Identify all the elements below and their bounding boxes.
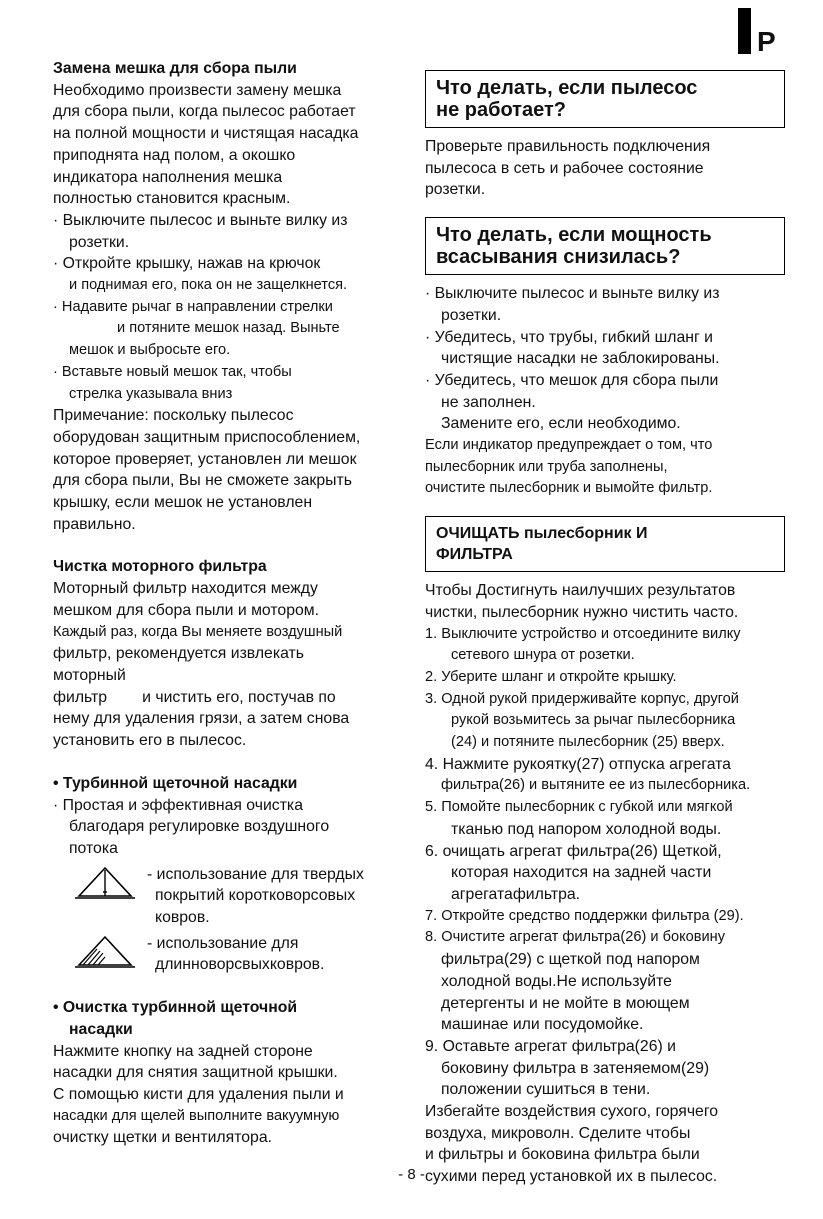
heading-line: ФИЛЬТРА: [436, 546, 513, 564]
text-line: - использование для: [147, 934, 299, 952]
text-line: очистите пылесборник и вымойте фильтр.: [425, 480, 713, 497]
step-line: 8. Очистите агрегат фильтра(26) и боковину: [425, 929, 726, 946]
text-line: С помощью кисти для удаления пыли и: [53, 1085, 344, 1103]
text-line: для сбора пыли, когда пылесос работает: [53, 103, 356, 121]
step-line: боковину фильтра в затеняемом(29): [441, 1059, 710, 1077]
text-line: для сбора пыли, Вы не сможете закрыть: [53, 472, 352, 490]
text-line: мешком для сбора пыли и мотором.: [53, 601, 320, 619]
bullet-line: и поднимая его, пока он не защелкнется.: [69, 277, 348, 294]
text-line: Необходимо произвести замену мешка: [53, 81, 342, 99]
step-line: тканью под напором холодной воды.: [451, 820, 722, 838]
text-line: потока: [69, 839, 118, 857]
text-line: воздуха, микроволн. Сделите чтобы: [425, 1124, 691, 1142]
turbo-clean-title: насадки: [69, 1020, 133, 1038]
text-line: пылесборник или труба заполнены,: [425, 458, 668, 475]
bullet-line: · Откройте крышку, нажав на крючок: [53, 255, 321, 273]
bullet-line: чистящие насадки не заблокированы.: [441, 350, 720, 368]
not-working-body: [425, 136, 795, 201]
text-line: моторный: [53, 666, 126, 684]
text-line: Избегайте воздействия сухого, горячего: [425, 1103, 719, 1121]
text-line: длинноворсвыхковров.: [155, 956, 325, 974]
step-line: холодной воды.Не используйте: [441, 972, 672, 990]
text-line: приподнята над полом, а окошко: [53, 146, 296, 164]
step-line: фильтра(29) с щеткой под напором: [441, 951, 700, 969]
spacer: [425, 201, 795, 213]
text-line: Проверьте правильность подключения: [425, 138, 711, 155]
bag-note: [53, 405, 403, 535]
spacer: [53, 976, 403, 997]
heading-line: ОЧИЩАТЬ пылесборник И: [436, 525, 648, 543]
not-working-heading: [425, 70, 785, 128]
text-line: розетки.: [425, 181, 486, 199]
bullet-line: · Убедитесь, что мешок для сбора пыли: [425, 371, 719, 389]
bullet-line: · Убедитесь, что трубы, гибкий шланг и: [425, 328, 713, 346]
turbo-title: • Турбинной щеточной насадки: [53, 774, 298, 792]
text-line: оборудован защитным приспособлением,: [53, 428, 361, 446]
turbo-body: [53, 795, 403, 860]
step-line: рукой возьмитесь за рычаг пылесборника: [451, 712, 736, 729]
spacer: [53, 752, 403, 773]
text-line: · Простая и эффективная очистка: [53, 796, 303, 814]
bag-bullets: [53, 210, 403, 405]
bullet-line: и потяните мешок назад. Выньте: [117, 320, 340, 337]
text-line: нему для удаления грязи, а затем снова: [53, 710, 350, 728]
text-line: крышку, если мешок не установлен: [53, 494, 313, 512]
text-line: Каждый раз, когда Вы меняете воздушный: [53, 623, 343, 640]
text-line: насадки для щелей выполните вакуумную: [53, 1107, 340, 1124]
text-line: чистки, пылесборник нужно чистить часто.: [425, 603, 739, 621]
text-line: Примечание: поскольку пылесос: [53, 407, 294, 425]
step-line: фильтра(26) и вытяните ее из пылесборника.: [441, 777, 751, 794]
text-line: благодаря регулировке воздушного: [69, 818, 330, 836]
step-line: 4. Нажмите рукоятку(27) отпуска агрегата: [425, 755, 731, 773]
motor-title: Чистка моторного фильтра: [53, 558, 267, 576]
turbo-clean-body: [53, 1041, 403, 1150]
step-line: (24) и потяните пылесборник (25) вверх.: [451, 734, 725, 751]
text-line: Чтобы Достигнуть наилучших результатов: [425, 582, 736, 600]
language-letter: P: [757, 26, 776, 57]
text-line: ковров.: [155, 909, 210, 927]
text-line: покрытий коротковорсовых: [155, 887, 356, 905]
bullet-line: · Выключите пылесос и выньте вилку из: [53, 211, 348, 229]
text-line: Если индикатор предупреждает о том, что: [425, 437, 713, 454]
text-line: пылесоса в сеть и рабочее состояние: [425, 159, 704, 177]
suction-body: [425, 283, 795, 500]
text-line: индикатора наполнения мешка: [53, 168, 283, 186]
bullet-line: стрелка указывала вниз: [69, 385, 233, 402]
heading-line: всасывания снизилась?: [436, 246, 681, 269]
text-line: - использование для твердых: [147, 865, 364, 883]
bag-title: Замена мешка для сбора пыли: [53, 60, 297, 77]
hard-floor-brush-icon: [73, 864, 137, 904]
step-line: 5. Помойте пылесборник с губкой или мягкой: [425, 799, 733, 816]
step-line: 3. Одной рукой придерживайте корпус, другой: [425, 690, 739, 707]
bullet-line: · Вставьте новый мешок так, чтобы: [53, 363, 292, 380]
text-line: фильтр, рекомендуется извлекать: [53, 645, 305, 663]
text-line: Нажмите кнопку на задней стороне: [53, 1042, 313, 1060]
text-line: насадки для снятия защитной крышки.: [53, 1064, 338, 1082]
text-line: сухими перед установкой их в пылесос.: [425, 1168, 718, 1186]
text-line: установить его в пылесос.: [53, 732, 247, 750]
text-line: очистку щетки и вентилятора.: [53, 1129, 273, 1147]
bullet-line: розетки.: [441, 306, 502, 324]
step-line: детергенты и не мойте в моющем: [441, 994, 690, 1012]
spacer: [53, 535, 403, 556]
step-line: сетевого шнура от розетки.: [451, 647, 635, 664]
step-line: 1. Выключите устройство и отсоедините вилку: [425, 625, 741, 642]
carpet-text: [147, 933, 324, 976]
right-column: [425, 66, 795, 1188]
text-line: полностью становится красным.: [53, 190, 291, 208]
bullet-line: · Надавите рычаг в направлении стрелки: [53, 298, 333, 315]
bullet-line: · Выключите пылесос и выньте вилку из: [425, 285, 720, 303]
step-line: 2. Уберите шланг и откройте крышку.: [425, 668, 677, 685]
carpet-row: [53, 933, 403, 976]
step-line: 6. очищать агрегат фильтра(26) Щеткой,: [425, 842, 722, 860]
bullet-line: не заполнен.: [441, 393, 536, 411]
step-line: машинае или посудомойке.: [441, 1016, 644, 1034]
turbo-clean-title: • Очистка турбинной щеточной: [53, 999, 298, 1017]
heading-line: не работает?: [436, 99, 566, 121]
step-line: 7. Откройте средство поддержки фильтра (29).: [425, 907, 744, 924]
clean-body: [425, 580, 795, 1188]
step-line: агрегатафильтра.: [451, 885, 581, 903]
text-line: фильтр и чистить его, постучав по: [53, 688, 336, 706]
carpet-brush-icon: [73, 933, 137, 973]
bag-intro: [53, 80, 403, 210]
text-line: на полной мощности и чистящая насадка: [53, 125, 359, 143]
step-line: положении сушиться в тени.: [441, 1081, 651, 1099]
bullet-line: мешок и выбросьте его.: [69, 342, 231, 359]
spacer: [425, 500, 795, 512]
text-line: и фильтры и боковина фильтра были: [425, 1146, 700, 1164]
motor-body: [53, 578, 403, 752]
heading-line: Что делать, если мощность: [436, 224, 712, 247]
hard-floor-text: [147, 864, 364, 929]
tab-bar: [738, 8, 751, 54]
left-column: [53, 58, 403, 1149]
text-line: правильно.: [53, 515, 136, 533]
hard-floor-row: [53, 864, 403, 929]
page-language-tab: [738, 8, 776, 58]
step-line: 9. Оставьте агрегат фильтра(26) и: [425, 1037, 676, 1055]
bullet-line: розетки.: [69, 233, 130, 251]
clean-heading: [425, 516, 785, 572]
text-line: которое проверяет, установлен ли мешок: [53, 450, 357, 468]
suction-heading: [425, 217, 785, 275]
step-line: которая находится на задней части: [451, 864, 712, 882]
bullet-line: Замените его, если необходимо.: [441, 415, 681, 433]
page-number: - 8 -: [398, 1166, 425, 1183]
text-line: Моторный фильтр находится между: [53, 580, 318, 598]
heading-line: Что делать, если пылесос: [436, 77, 698, 99]
